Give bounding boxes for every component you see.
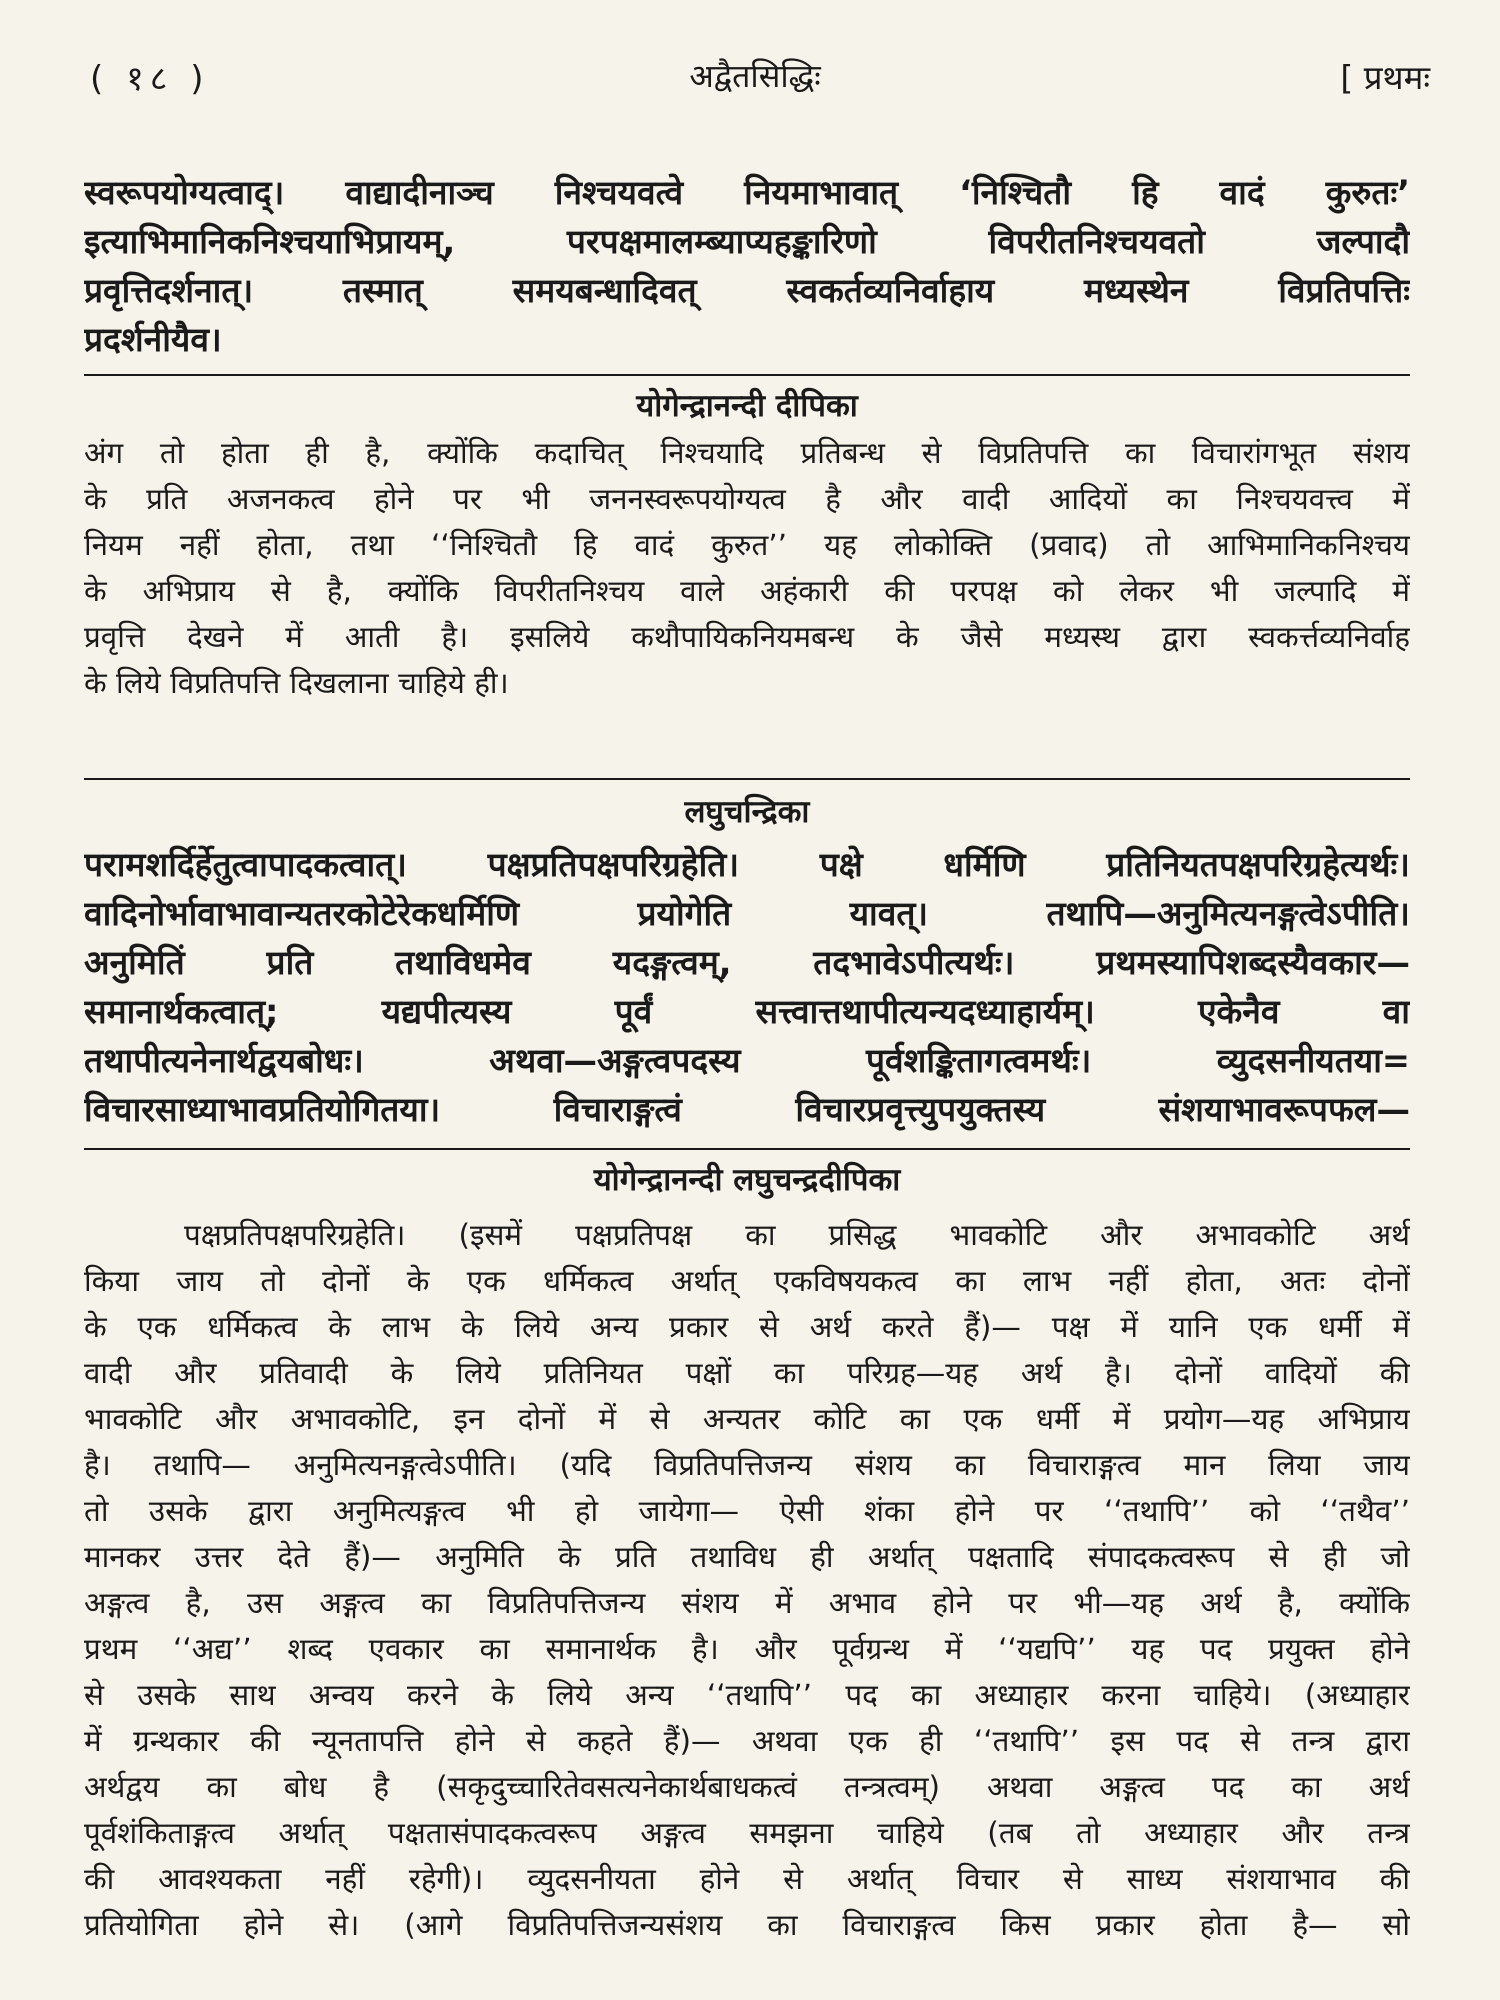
text-line: तो उसके द्वारा अनुमित्यङ्गत्व भी हो जायेगा— ऐसी शंका होने पर ‘‘तथापि’’ को ‘‘तथैव’’ <box>84 1494 1410 1528</box>
book-title: अद्वैतसिद्धिः <box>689 57 821 95</box>
text-line: प्रथम ‘‘अद्य’’ शब्द एवकार का समानार्थक है। और पूर्वग्रन्थ में ‘‘यद्यपि’’ यह पद प्रयुक्त होने <box>84 1632 1410 1666</box>
mula-text-top <box>84 168 1410 364</box>
text-line: नियम नहीं होता, तथा ‘‘निश्चितौ हि वादं कुरुत’’ यह लोकोक्ति (प्रवाद) तो आभिमानिकनिश्चय <box>84 528 1410 562</box>
text-line: के अभिप्राय से है, क्योंकि विपरीतनिश्चय वाले अहंकारी की परपक्ष को लेकर भी जल्पादि में <box>84 574 1410 608</box>
text-line: भावकोटि और अभावकोटि, इन दोनों में से अन्यतर कोटि का एक धर्मी में प्रयोग—यह अभिप्राय <box>84 1402 1410 1436</box>
laghu-dipika-heading: योगेन्द्रानन्दी लघुचन्द्रदीपिका <box>593 1162 901 1198</box>
text-line: पूर्वशंकिताङ्गत्व अर्थात् पक्षतासंपादकत्वरूप अङ्गत्व समझना चाहिये (तब तो अध्याहार और तन्त्र <box>84 1816 1410 1850</box>
text-line: से उसके साथ अन्वय करने के लिये अन्य ‘‘तथापि’’ पद का अध्याहार करना चाहिये। (अध्याहार <box>84 1678 1410 1712</box>
text-line: के एक धर्मिकत्व के लाभ के लिये अन्य प्रकार से अर्थ करते हैं)— पक्ष में यानि एक धर्मी में <box>84 1310 1410 1344</box>
text-line: इत्याभिमानिकनिश्चयाभिप्रायम्, परपक्षमालम्ब्याप्यहङ्कारिणो विपरीतनिश्चयवतो जल्पादौ <box>84 222 1410 261</box>
section-label: [ प्रथमः <box>1340 58 1430 97</box>
text-line: समानार्थकत्वात्; यद्यपीत्यस्य पूर्वं सत्त्वात्तथापीत्यन्यदध्याहार्यम्। एकेनैव वा <box>84 992 1410 1031</box>
text-line: अङ्गत्व है, उस अङ्गत्व का विप्रतिपत्तिजन्य संशय में अभाव होने पर भी—यह अर्थ है, क्योंकि <box>84 1586 1410 1620</box>
text-line: के प्रति अजनकत्व होने पर भी जननस्वरूपयोग्यत्व है और वादी आदियों का निश्चयवत्त्व में <box>84 482 1410 516</box>
text-line: अंग तो होता ही है, क्योंकि कदाचित् निश्चयादि प्रतिबन्ध से विप्रतिपत्ति का विचारांगभूत संशय <box>84 436 1410 470</box>
text-line: की आवश्यकता नहीं रहेगी)। व्युदसनीयता होने से अर्थात् विचार से साध्य संशयाभाव की <box>84 1862 1410 1896</box>
page-header <box>80 48 1430 104</box>
page-number: ( १८ ) <box>90 59 210 99</box>
text-line: प्रवृत्तिदर्शनात्। तस्मात् समयबन्धादिवत् स्वकर्तव्यनिर्वाहाय मध्यस्थेन विप्रतिपत्तिः <box>84 271 1410 310</box>
laghuchandrika-heading: लघुचन्द्रिका <box>684 794 810 830</box>
text-line: प्रवृत्ति देखने में आती है। इसलिये कथौपायिकनियमबन्ध के जैसे मध्यस्थ द्वारा स्वकर्त्तव्यनिर्वाह <box>84 620 1410 654</box>
section-divider <box>84 778 1410 780</box>
text-line: परामशर्दिर्हेतुत्वापादकत्वात्। पक्षप्रतिपक्षपरिग्रहेति। पक्षे धर्मिणि प्रतिनियतपक्षपरिग्रहेत्यर्थः। <box>84 845 1410 884</box>
text-line: विचारसाध्याभावप्रतियोगितया। विचाराङ्गत्वं विचारप्रवृत्त्युपयुक्तस्य संशयाभावरूपफल— <box>84 1090 1410 1129</box>
text-line: वादी और प्रतिवादी के लिये प्रतिनियत पक्षों का परिग्रह—यह अर्थ है। दोनों वादियों की <box>84 1356 1410 1390</box>
text-line: तथापीत्यनेनार्थद्वयबोधः। अथवा—अङ्गत्वपदस्य पूर्वशङ्कितागत्वमर्थः। व्युदसनीयतया= <box>84 1041 1410 1080</box>
laghuchandrika-text <box>84 840 1410 1134</box>
text-line: प्रदर्शनीयैव। <box>84 320 222 359</box>
dipika-heading: योगेन्द्रानन्दी दीपिका <box>636 388 858 424</box>
text-line: है। तथापि— अनुमित्यनङ्गत्वेऽपीति। (यदि विप्रतिपत्तिजन्य संशय का विचाराङ्गत्व मान लिया जाय <box>84 1448 1410 1482</box>
text-line: वादिनोर्भावाभावान्यतरकोटेरेकधर्मिणि प्रयोगेति यावत्। तथापि—अनुमित्यनङ्गत्वेऽपीति। <box>84 894 1410 933</box>
dipika-commentary <box>84 430 1410 706</box>
section-divider <box>84 1148 1410 1150</box>
text-line: में ग्रन्थकार की न्यूनतापत्ति होने से कहते हैं)— अथवा एक ही ‘‘तथापि’’ इस पद से तन्त्र द्वारा <box>84 1724 1410 1758</box>
text-line: प्रतियोगिता होने से। (आगे विप्रतिपत्तिजन्यसंशय का विचाराङ्गत्व किस प्रकार होता है— सो <box>84 1908 1410 1942</box>
text-line: पक्षप्रतिपक्षपरिग्रहेति। (इसमें पक्षप्रतिपक्ष का प्रसिद्ध भावकोटि और अभावकोटि अर्थ <box>184 1218 1410 1252</box>
text-line: अनुमितिं प्रति तथाविधमेव यदङ्गत्वम्, तदभावेऽपीत्यर्थः। प्रथमस्यापिशब्दस्यैवकार— <box>84 943 1410 982</box>
text-line: के लिये विप्रतिपत्ति दिखलाना चाहिये ही। <box>84 666 509 700</box>
text-line: स्वरूपयोग्यत्वाद्। वाद्यादीनाञ्च निश्चयवत्वे नियमाभावात् ‘निश्चितौ हि वादं कुरुतः’ <box>84 173 1410 212</box>
laghu-dipika-commentary <box>84 1212 1410 1948</box>
text-line: अर्थद्वय का बोध है (सकृदुच्चारितेवसत्यनेकार्थबाधकत्वं तन्त्रत्वम्) अथवा अङ्गत्व पद का अर्थ <box>84 1770 1410 1804</box>
text-line: मानकर उत्तर देते हैं)— अनुमिति के प्रति तथाविध ही अर्थात् पक्षतादि संपादकत्वरूप से ही जो <box>84 1540 1410 1574</box>
text-line: किया जाय तो दोनों के एक धर्मिकत्व अर्थात् एकविषयकत्व का लाभ नहीं होता, अतः दोनों <box>84 1264 1410 1298</box>
section-divider <box>84 374 1410 376</box>
